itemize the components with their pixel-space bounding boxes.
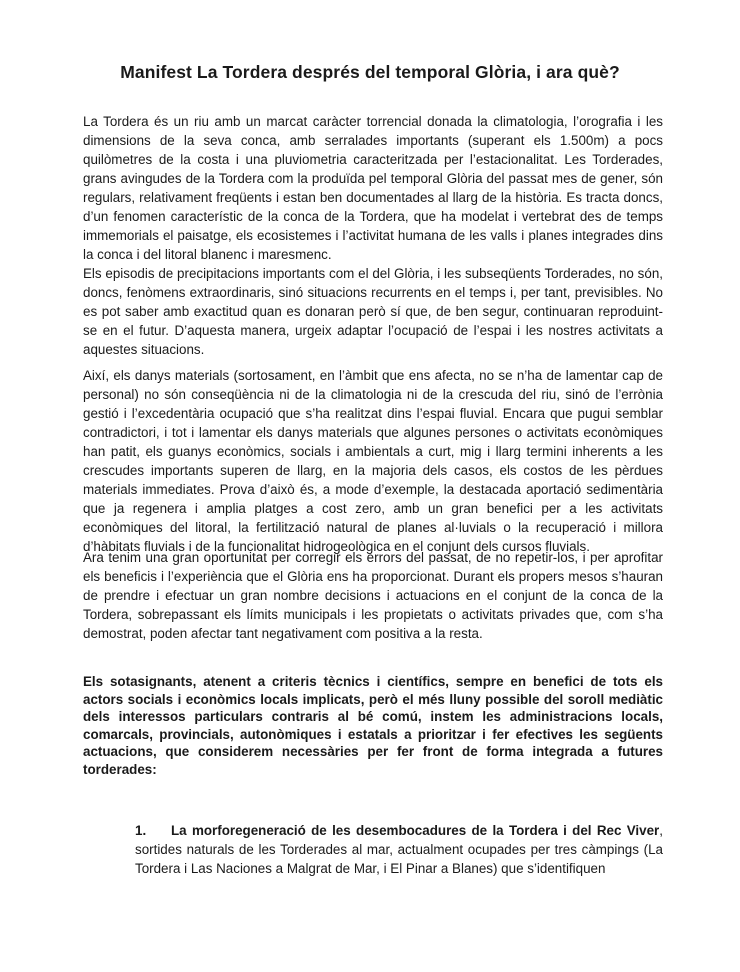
- list-item: [135, 821, 663, 878]
- list-item-number: 1.: [135, 823, 147, 838]
- paragraph-2: Els episodis de precipitacions importants com el del Glòria, i les subseqüents Torderades, no són, doncs, fenòmens extraordinaris, sinó situacions recurrents en el temps i, per tant, previsibles. No es pot saber amb exactitud quan es donaran però sí que, de ben segur, continuaran reproduint-se en el futur. D’aquesta manera, urgeix adaptar l’ocupació de l’espai i les nostres activitats a aquestes situacions.: [83, 266, 663, 357]
- document-title: Manifest La Tordera després del temporal Glòria, i ara què?: [120, 62, 620, 82]
- paragraph-4: Ara tenim una gran oportunitat per corregir els errors del passat, de no repetir-los, i per aprofitar els beneficis i l’experiència que el Glòria ens ha proporcionat. Durant els propers mesos s’hauran de prendre i efectuar un gran nombre decisions i actuacions en el conjunt de la conca de la Tordera, sobrepassant els límits municipals i les propietats o activitats privades que, com s’ha demostrat, poden afectar tant negativament com positiva a la resta.: [83, 550, 663, 641]
- paragraph-3: Així, els danys materials (sortosament, en l’àmbit que ens afecta, no se n’ha de lamentar cap de personal) no són conseqüència ni de la climatologia ni de la crescuda del riu, sinó de l’errònia gestió i l’excedentària ocupació que s’ha realitzat dins l’espai fluvial. Encara que pugui semblar contradictori, i tot i lamentar els danys materials que algunes persones o activitats econòmiques han patit, els guanys econòmics, socials i ambientals a curt, mig i llarg termini inherents a les crescudes importants superen de llarg, en la majoria dels casos, els costos de les pèrdues materials immediates. Prova d’això és, a mode d’exemple, la destacada aportació sedimentària que ja regenera i amplia platges a cost zero, amb un gran benefici per a les activitats econòmiques del litoral, la fertilització natural de planes al·luvials o la recuperació i millora d’hàbitats fluvials i de la funcionalitat hidrogeològica en el conjunt dels cursos fluvials.: [83, 368, 663, 554]
- signatories-statement: Els sotasignants, atenent a criteris tècnics i científics, sempre en benefici de tots els actors socials i econòmics locals implicats, però el més lluny possible del soroll mediàtic dels interessos particulars contraris al bé comú, instem les administracions locals, comarcals, provincials, autonòmiques i estatals a prioritzar i fer efectives les següents actuacions, que considerem necessàries per fer front de forma integrada a futures torderades:: [83, 674, 663, 777]
- list-item-heading: La morforegeneració de les desembocadures de la Tordera i del Rec Viver: [171, 823, 660, 838]
- paragraph-1: La Tordera és un riu amb un marcat caràcter torrencial donada la climatologia, l’orografia i les dimensions de la seva conca, amb serralades importants (superant els 1.500m) a pocs quilòmetres de la costa i una pluviometria caracteritzada per l’estacionalitat. Les Torderades, grans avingudes de la Tordera com la produïda pel temporal Glòria del passat mes de gener, són regulars, relativament freqüents i estan ben documentades al llarg de la història. Es tracta doncs, d’un fenomen característic de la conca de la Tordera, que ha modelat i vertebrat des de temps immemorials el paisatge, els ecosistemes i l’activitat humana de les valls i planes integrades dins la conca i del litoral blanenc i maresmenc.: [83, 114, 663, 262]
- list-item-text: , sortides naturals de les Torderades al mar, actualment ocupades per tres càmpings (La Tordera i Las Naciones a Malgrat de Mar, i El Pinar a Blanes) que s’identifiquen: [135, 823, 663, 876]
